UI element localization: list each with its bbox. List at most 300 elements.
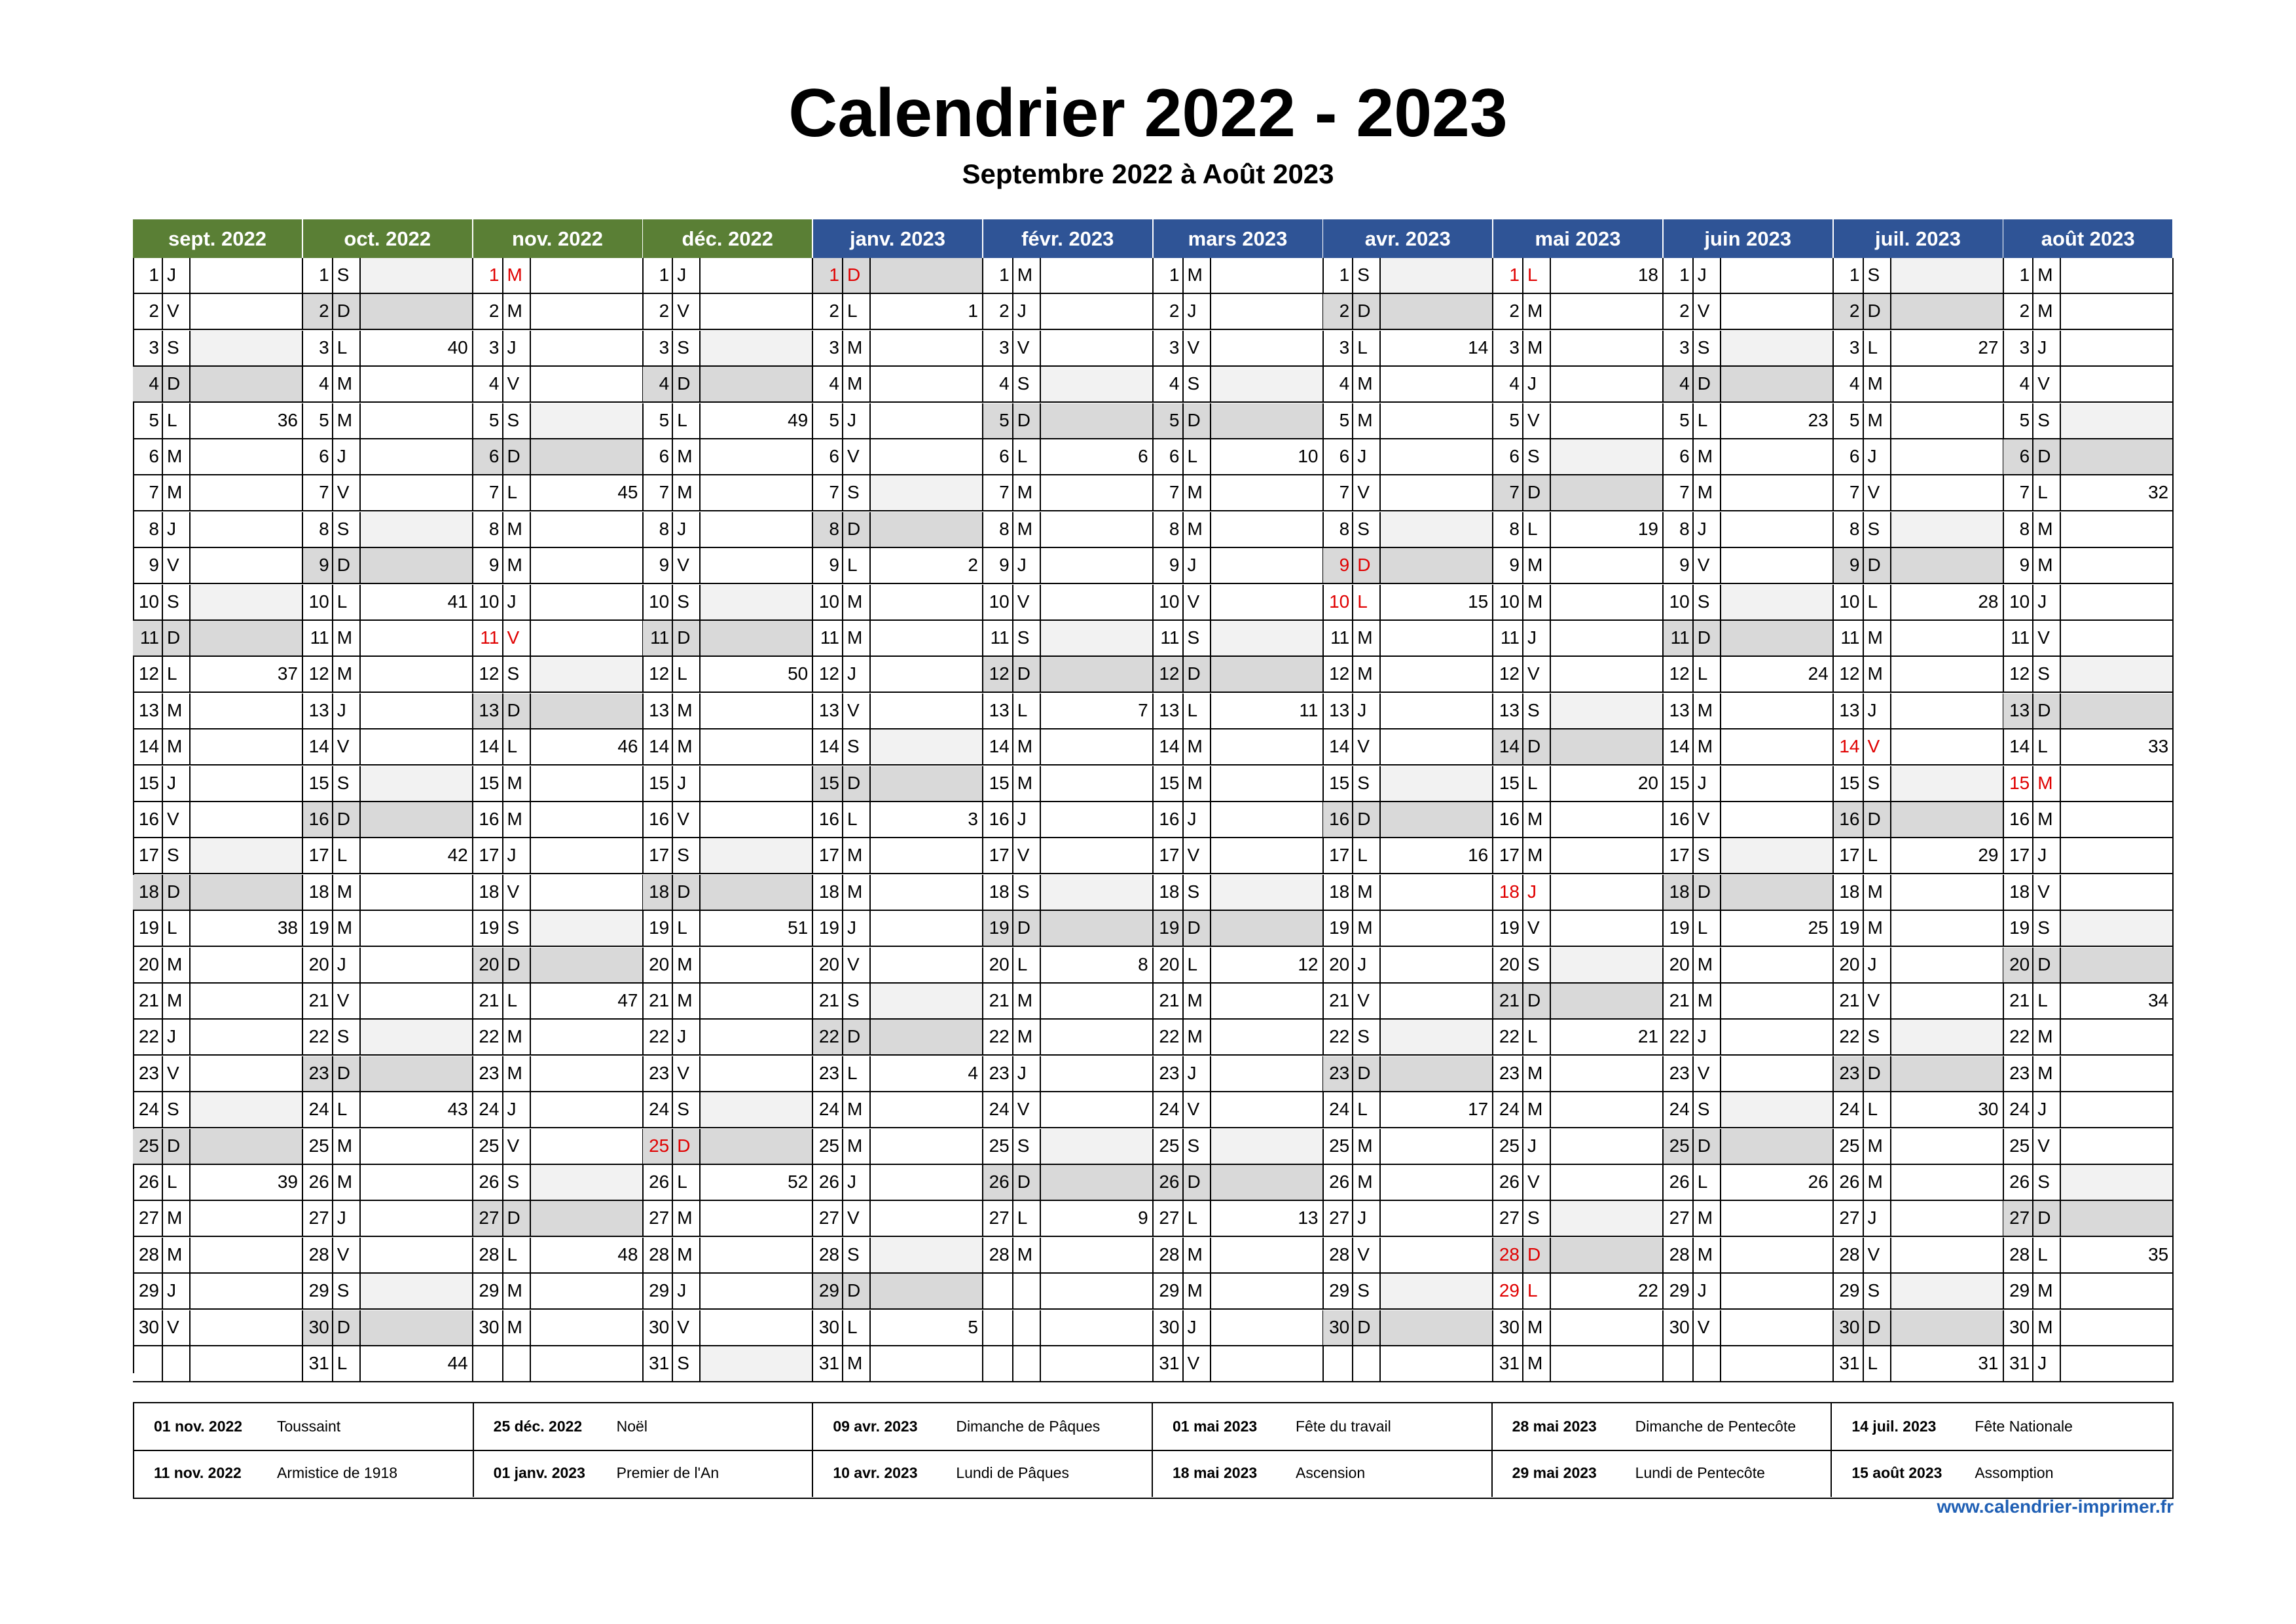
holiday-row [134,1403,473,1451]
day-number: 22 [1834,1020,1864,1054]
day-number: 3 [1834,331,1864,365]
day-cell [983,1056,1154,1092]
weekend-shade [2061,439,2172,474]
day-cell [1493,439,1664,475]
day-number: 23 [813,1056,843,1091]
day-letter: M [503,766,531,801]
day-number: 28 [1154,1238,1184,1272]
day-number: 26 [133,1165,163,1200]
day-letter: V [1184,585,1211,619]
holiday-date: 18 mai 2023 [1173,1464,1258,1481]
day-cell [2003,585,2174,621]
empty-day-letter [1013,1346,1041,1381]
day-number: 24 [133,1092,163,1127]
weekend-shade [1381,258,1492,293]
day-letter: J [163,258,191,293]
day-letter: M [333,621,361,655]
day-letter: V [673,802,701,837]
day-number: 19 [133,911,163,946]
day-letter: V [1353,729,1381,764]
day-letter: J [163,512,191,547]
holiday-name: Lundi de Pentecôte [1635,1464,1765,1481]
day-cell [2003,294,2174,330]
holiday-name: Fête Nationale [1975,1418,2073,1435]
day-cell [1664,1310,1834,1346]
day-number: 4 [1323,367,1353,401]
day-letter: D [2033,1201,2061,1236]
day-number: 13 [1154,693,1184,728]
week-number: 42 [447,845,468,866]
day-number: 24 [1493,1092,1523,1127]
day-number: 3 [1154,331,1184,365]
day-cell [473,1129,644,1165]
day-number: 10 [643,585,673,619]
day-letter: D [163,875,191,910]
empty-day-letter [1013,1274,1041,1308]
day-letter: J [1013,548,1041,583]
day-number: 29 [813,1274,843,1308]
day-number: 10 [1154,585,1184,619]
day-number: 30 [1323,1310,1353,1345]
day-cell [1154,294,1324,330]
day-cell [473,766,644,802]
day-cell [813,512,983,548]
day-letter: J [1184,802,1211,837]
month-header: janv. 2023 [813,219,983,258]
day-cell [473,621,644,657]
weekend-shade [1721,1129,1832,1164]
day-number: 17 [303,838,333,873]
day-letter: M [1694,1238,1721,1272]
day-letter: M [163,1201,191,1236]
day-number: 15 [983,766,1013,801]
day-cell [983,331,1154,367]
day-letter: V [1353,1238,1381,1272]
day-cell [813,1310,983,1346]
day-letter: M [1184,1020,1211,1054]
day-cell [643,258,813,294]
day-number: 18 [2003,875,2033,910]
day-letter: J [503,585,531,619]
day-cell [1493,1056,1664,1092]
day-cell [1664,294,1834,330]
day-cell [1834,875,2004,911]
day-number: 3 [1323,331,1353,365]
day-number: 2 [983,294,1013,329]
day-letter: V [1694,548,1721,583]
day-cell [1323,258,1493,294]
day-cell [643,875,813,911]
day-letter: M [1184,766,1211,801]
day-letter: S [843,984,871,1018]
week-number: 9 [1138,1208,1148,1228]
day-letter: S [1353,258,1381,293]
day-number: 14 [643,729,673,764]
day-letter: J [673,1274,701,1308]
day-letter: D [1184,403,1211,438]
day-letter: M [333,911,361,946]
day-letter: M [1523,1056,1551,1091]
day-number: 21 [1323,984,1353,1018]
day-cell [1154,838,1324,874]
day-letter: S [163,331,191,365]
empty-day-number [133,1346,163,1381]
day-number: 22 [133,1020,163,1054]
week-number: 1 [968,301,978,322]
day-number: 16 [1323,802,1353,837]
day-letter: J [673,1020,701,1054]
day-letter: J [1184,1056,1211,1091]
empty-day-number [983,1274,1013,1308]
day-cell [983,1129,1154,1165]
empty-day-number [1323,1346,1353,1381]
day-cell [643,802,813,838]
day-cell [1493,729,1664,766]
day-letter: L [1353,1092,1381,1127]
day-number: 14 [1664,729,1694,764]
day-cell [643,1274,813,1310]
day-letter: M [1694,1201,1721,1236]
day-letter: L [843,294,871,329]
day-cell [1834,802,2004,838]
day-letter: L [1523,1020,1551,1054]
day-number: 3 [1493,331,1523,365]
weekend-shade [871,512,982,547]
day-cell [1664,1201,1834,1237]
day-number: 6 [473,439,503,474]
day-letter: D [843,512,871,547]
day-letter: D [673,621,701,655]
day-letter: M [673,1238,701,1272]
day-letter: M [333,403,361,438]
day-letter: M [333,1129,361,1164]
day-number: 18 [1493,875,1523,910]
day-letter: L [503,984,531,1018]
day-number: 22 [643,1020,673,1054]
day-cell [1493,1310,1664,1346]
day-letter: S [673,331,701,365]
day-number: 3 [473,331,503,365]
day-letter: L [1864,1346,1891,1381]
day-number: 22 [2003,1020,2033,1054]
day-number: 14 [473,729,503,764]
holiday-date: 29 mai 2023 [1512,1464,1597,1481]
day-number: 1 [813,258,843,293]
weekend-shade [1551,1238,1662,1272]
day-cell [1834,548,2004,584]
day-number: 4 [1664,367,1694,401]
day-letter: D [333,802,361,837]
month-header: nov. 2022 [473,219,644,258]
day-number: 11 [1834,621,1864,655]
day-number: 22 [303,1020,333,1054]
day-cell [1323,621,1493,657]
weekend-shade [191,585,302,619]
day-letter: L [503,729,531,764]
day-cell [303,911,473,947]
day-number: 19 [983,911,1013,946]
day-number: 30 [303,1310,333,1345]
day-number: 10 [1493,585,1523,619]
day-number: 4 [1154,367,1184,401]
weekend-shade [531,403,642,438]
day-letter: J [1184,1310,1211,1345]
day-number: 17 [1323,838,1353,873]
day-letter: M [333,367,361,401]
day-letter: V [1184,838,1211,873]
day-letter: J [1694,1274,1721,1308]
weekend-shade [1041,657,1152,692]
day-letter: M [1013,984,1041,1018]
day-letter: J [2033,838,2061,873]
month-header: juin 2023 [1664,219,1834,258]
week-number: 26 [1808,1172,1829,1192]
day-cell [133,984,303,1020]
day-cell [2003,621,2174,657]
day-cell [643,1310,813,1346]
month-column [643,219,813,1373]
day-cell [2003,1201,2174,1237]
day-number: 17 [1834,838,1864,873]
day-cell [303,512,473,548]
day-letter: L [843,802,871,837]
day-number: 26 [303,1165,333,1200]
day-letter: S [1694,585,1721,619]
day-cell [1323,367,1493,403]
day-number: 22 [1493,1020,1523,1054]
weekend-shade [1211,911,1322,946]
weekend-shade [1551,475,1662,510]
day-number: 5 [2003,403,2033,438]
day-letter: S [1353,512,1381,547]
day-letter: S [2033,1165,2061,1200]
day-letter: M [2033,1020,2061,1054]
day-number: 23 [643,1056,673,1091]
day-cell [813,766,983,802]
day-letter: J [163,766,191,801]
day-letter: D [1013,911,1041,946]
day-cell [813,657,983,693]
day-number: 21 [643,984,673,1018]
day-number: 26 [2003,1165,2033,1200]
day-letter: S [2033,403,2061,438]
day-letter: J [843,911,871,946]
holiday-date: 15 août 2023 [1851,1464,1942,1481]
day-letter: L [333,1346,361,1381]
day-cell [1493,1201,1664,1237]
day-cell [133,1238,303,1274]
weekend-shade [361,512,472,547]
day-cell [303,1020,473,1056]
day-number: 19 [1154,911,1184,946]
day-number: 20 [983,948,1013,982]
day-number: 4 [643,367,673,401]
day-number: 26 [473,1165,503,1200]
day-letter: L [2033,1238,2061,1272]
day-letter: V [333,729,361,764]
day-number: 22 [1154,1020,1184,1054]
day-number: 8 [1664,512,1694,547]
day-number: 15 [1834,766,1864,801]
month-column [1664,219,1834,1373]
holiday-date: 01 nov. 2022 [154,1418,243,1435]
day-letter: D [843,1274,871,1308]
day-cell [1664,258,1834,294]
day-number: 4 [133,367,163,401]
week-number: 10 [1298,446,1319,466]
day-cell [1154,1274,1324,1310]
day-letter: M [1523,548,1551,583]
day-number: 13 [1493,693,1523,728]
day-number: 21 [1664,984,1694,1018]
empty-day-number [983,1310,1013,1345]
day-number: 21 [1154,984,1184,1018]
month-header: déc. 2022 [643,219,813,258]
day-cell [643,331,813,367]
day-number: 15 [813,766,843,801]
day-letter: J [333,948,361,982]
holiday-name: Dimanche de Pentecôte [1635,1418,1796,1435]
day-number: 7 [1323,475,1353,510]
day-cell [983,1238,1154,1274]
day-number: 12 [1323,657,1353,692]
weekend-shade [191,621,302,655]
day-letter: J [333,693,361,728]
day-number: 9 [983,548,1013,583]
day-letter: M [1353,621,1381,655]
day-cell [813,585,983,621]
day-number: 19 [1834,911,1864,946]
day-letter: J [1864,948,1891,982]
day-letter: V [503,367,531,401]
day-cell [1154,585,1324,621]
day-number: 23 [1664,1056,1694,1091]
day-letter: L [163,1165,191,1200]
day-number: 3 [813,331,843,365]
day-number: 8 [133,512,163,547]
day-cell [1834,621,2004,657]
day-letter: D [1184,657,1211,692]
empty-day-letter [1013,1310,1041,1345]
day-letter: M [333,1165,361,1200]
day-number: 4 [2003,367,2033,401]
day-cell [643,1201,813,1237]
day-letter: J [673,512,701,547]
day-cell [303,294,473,330]
day-number: 26 [643,1165,673,1200]
day-letter: D [1353,548,1381,583]
day-letter: S [1184,367,1211,401]
day-cell [133,1346,303,1382]
day-cell [983,1165,1154,1201]
day-cell [1323,1201,1493,1237]
day-cell [473,984,644,1020]
day-letter: V [1013,838,1041,873]
day-letter: L [673,403,701,438]
day-cell [1323,1092,1493,1128]
day-letter: M [1184,475,1211,510]
day-number: 10 [1664,585,1694,619]
holiday-name: Assomption [1975,1464,2054,1481]
day-letter: M [503,258,531,293]
weekend-shade [1041,911,1152,946]
day-number: 4 [1493,367,1523,401]
day-letter: S [503,1165,531,1200]
day-letter: M [503,294,531,329]
day-letter: M [163,439,191,474]
day-letter: D [1694,621,1721,655]
day-cell [1834,367,2004,403]
day-letter: V [1864,475,1891,510]
day-cell [133,331,303,367]
day-number: 1 [133,258,163,293]
day-letter: V [1694,1310,1721,1345]
week-number: 20 [1637,772,1658,793]
day-cell [1834,1274,2004,1310]
day-number: 16 [1493,802,1523,837]
holiday-column [474,1403,814,1497]
day-number: 19 [1664,911,1694,946]
day-number: 12 [1834,657,1864,692]
day-cell [2003,729,2174,766]
day-cell [2003,331,2174,367]
day-letter: D [503,948,531,982]
week-number: 35 [2148,1244,2169,1264]
day-number: 1 [1493,258,1523,293]
day-letter: M [843,1346,871,1381]
weekend-shade [1891,512,2003,547]
week-number: 7 [1138,699,1148,720]
day-letter: L [1694,1165,1721,1200]
weekend-shade [531,948,642,982]
day-number: 1 [1323,258,1353,293]
day-cell [1664,403,1834,439]
day-number: 14 [1493,729,1523,764]
day-cell [1323,331,1493,367]
day-letter: M [1523,1310,1551,1345]
day-cell [643,475,813,511]
day-number: 12 [133,657,163,692]
day-letter: M [163,1238,191,1272]
day-cell [2003,403,2174,439]
day-letter: S [333,512,361,547]
day-letter: S [163,1092,191,1127]
day-cell [133,948,303,984]
day-number: 25 [1323,1129,1353,1164]
day-cell [473,585,644,621]
day-cell [813,621,983,657]
day-cell [2003,1238,2174,1274]
day-cell [1493,802,1664,838]
website-link[interactable]: www.calendrier-imprimer.fr [1937,1496,2174,1517]
day-number: 26 [1493,1165,1523,1200]
day-letter: M [2033,766,2061,801]
day-letter: M [163,693,191,728]
weekend-shade [191,1092,302,1127]
month-column [1834,219,2004,1373]
day-number: 10 [133,585,163,619]
day-letter: L [1864,331,1891,365]
day-cell [133,258,303,294]
day-number: 20 [2003,948,2033,982]
day-cell [1493,1092,1664,1128]
day-number: 7 [643,475,673,510]
weekend-shade [701,621,812,655]
day-number: 5 [813,403,843,438]
month-column [1323,219,1493,1373]
day-number: 13 [643,693,673,728]
day-number: 30 [133,1310,163,1345]
